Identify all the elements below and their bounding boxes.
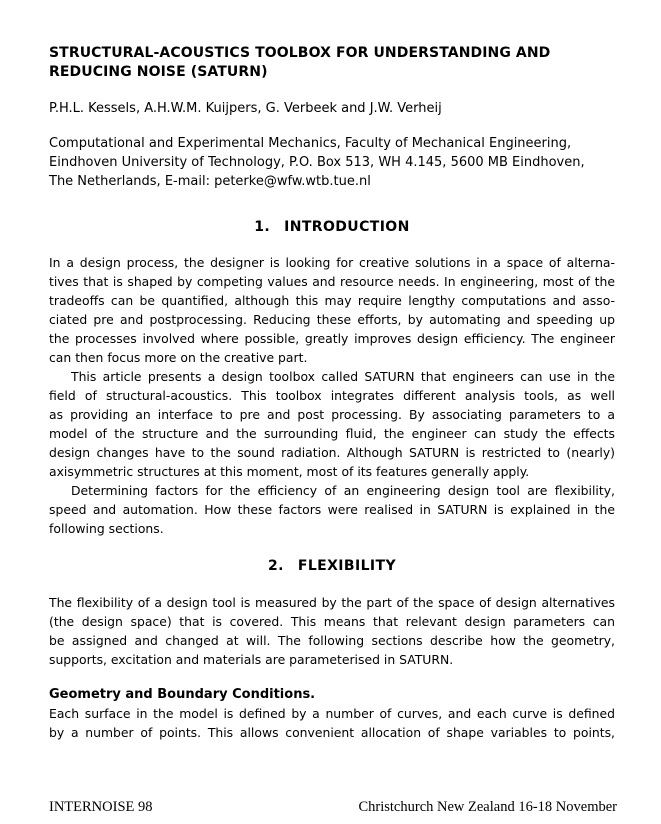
paragraph-line: Determining factors for the efficiency of an engineering design tool are flexibility, — [71, 483, 615, 498]
affiliation-line: Eindhoven University of Technology, P.O. Box 513, WH 4.145, 5600 MB Eindhoven, — [49, 155, 585, 170]
section-number: 1. — [254, 219, 271, 235]
footer-conference: INTERNOISE 98 — [49, 799, 153, 815]
paragraph-line: Each surface in the model is defined by a number of curves, and each curve is defined — [49, 706, 615, 721]
paragraph-line: as providing an interface to pre and post processing. By associating parameters to a — [49, 407, 615, 422]
paragraph-line: This article presents a design toolbox called SATURN that engineers can use in the — [71, 369, 615, 384]
paragraph-line: can then focus more on the creative part. — [49, 350, 308, 365]
paragraph-line: In a design process, the designer is looking for creative solutions in a space of alterna- — [49, 255, 615, 270]
paragraph-line: ciated pre and postprocessing. Reducing these efforts, by automating and speeding up — [49, 312, 615, 327]
paragraph-line: by a number of points. This allows convenient allocation of shape variables to points, — [49, 725, 615, 740]
paragraph-line: field of structural-acoustics. This toolbox integrates different analysis tools, as well — [49, 388, 615, 403]
paragraph-line: speed and automation. How these factors were realised in SATURN is explained in the — [49, 502, 615, 517]
paragraph-line: tives that is shaped by competing values and resource needs. In engineering, most of the — [49, 274, 615, 289]
section-heading-flexibility — [49, 557, 615, 576]
title-line: STRUCTURAL-ACOUSTICS TOOLBOX FOR UNDERSTANDING AND — [49, 45, 551, 61]
paragraph — [49, 367, 615, 481]
paragraph-line: be assigned and changed at will. The following sections describe how the geometry, — [49, 633, 615, 648]
title-line: REDUCING NOISE (SATURN) — [49, 64, 268, 80]
paper-page — [49, 44, 615, 742]
paragraph-line: axisymmetric structures at this moment, most of its features generally apply. — [49, 464, 530, 479]
section-number: 2. — [267, 558, 284, 574]
paragraph-line: The flexibility of a design tool is measured by the part of the space of design alternatives — [49, 595, 615, 610]
section-title: FLEXIBILITY — [297, 558, 397, 574]
subsection-heading: Geometry and Boundary Conditions. — [49, 687, 316, 702]
paragraph — [49, 593, 615, 669]
paragraph-line: tradeoffs can be quantified, although this may require lengthy computations and asso- — [49, 293, 615, 308]
affiliation-line: The Netherlands, E-mail: peterke@wfw.wtb.tue.nl — [49, 174, 371, 189]
paragraph-line: design changes have to the sound radiation. Although SATURN is restricted to (nearly) — [49, 445, 615, 460]
paragraph — [49, 704, 615, 742]
footer-location-date: Christchurch New Zealand 16-18 November — [358, 799, 617, 815]
paragraph-line: (the design space) that is covered. This means that relevant design parameters can — [49, 614, 615, 629]
paragraph-line: following sections. — [49, 521, 164, 536]
affiliation-line: Computational and Experimental Mechanics, Faculty of Mechanical Engineering, — [49, 136, 572, 151]
paragraph — [49, 253, 615, 367]
paragraph-line: model of the structure and the surrounding fluid, the engineer can study the effects — [49, 426, 615, 441]
paragraph-line: the processes involved where possible, greatly improves design efficiency. The engineer — [49, 331, 615, 346]
paragraph-line: supports, excitation and materials are parameterised in SATURN. — [49, 652, 454, 667]
section-title: INTRODUCTION — [284, 219, 410, 235]
section-heading-introduction — [49, 218, 615, 237]
affiliation — [49, 134, 615, 191]
paper-title — [49, 44, 615, 82]
authors: P.H.L. Kessels, A.H.W.M. Kuijpers, G. Verbeek and J.W. Verheij — [49, 101, 442, 116]
paragraph — [49, 481, 615, 538]
